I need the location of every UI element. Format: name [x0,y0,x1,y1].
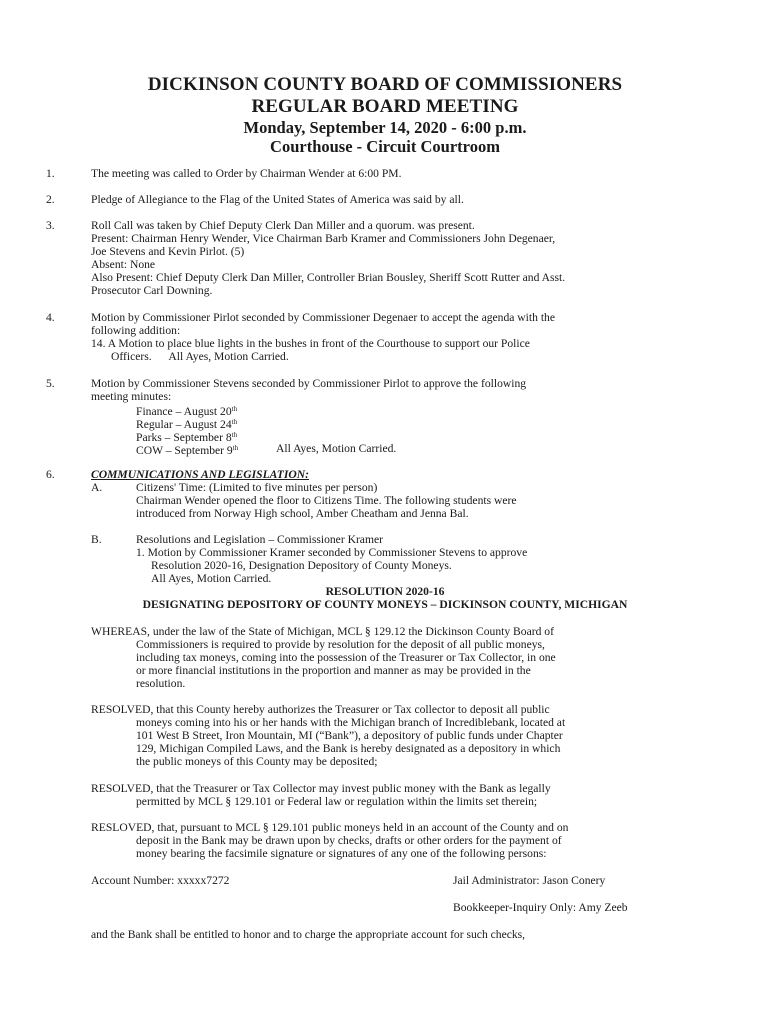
item-text: Motion by Commissioner Pirlot seconded by Commissioner Degenaer to accept the agenda with the [91,311,555,324]
resolution-text: money bearing the facsimile signature or signatures of any one of the following persons: [136,847,547,860]
item-text: Officers. All Ayes, Motion Carried. [111,350,289,363]
resolution-title: RESOLUTION 2020-16 [325,585,445,598]
item-number: 5. [46,377,55,390]
resolution-text: the public moneys of this County may be deposited; [136,755,378,768]
resolution-text: RESLOVED, that, pursuant to MCL § 129.101 public moneys held in an account of the County and on [91,821,569,834]
sub-letter: B. [91,533,102,546]
resolution-text: RESOLVED, that the Treasurer or Tax Collector may invest public money with the Bank as legally [91,782,551,795]
resolution-text: 129, Michigan Compiled Laws, and the Bank is hereby designated as a depository in which [136,742,561,755]
account-number: Account Number: xxxxx7272 [91,874,230,887]
item-text: Prosecutor Carl Downing. [91,284,213,297]
item-number: 6. [46,468,55,481]
item-text: 1. Motion by Commissioner Kramer seconded by Commissioner Stevens to approve [136,546,528,559]
item-text: Resolution 2020-16, Designation Depository of County Moneys. [151,559,452,572]
item-text: Pledge of Allegiance to the Flag of the United States of America was said by all. [91,193,464,206]
resolution-text: Commissioners is required to provide by resolution for the deposit of all public moneys, [136,638,545,651]
item-text: Also Present: Chief Deputy Clerk Dan Miller, Controller Brian Bousley, Sheriff Scott Rutter and Asst. [91,271,566,284]
minutes-cow: COW – September 9th [136,444,239,457]
item-text: Present: Chairman Henry Wender, Vice Chairman Barb Kramer and Commissioners John Degenaer, [91,232,556,245]
item-text: introduced from Norway High school, Amber Cheatham and Jenna Bal. [136,507,469,520]
item-text: Motion by Commissioner Stevens seconded by Commissioner Pirlot to approve the following [91,377,527,390]
item-text: 14. A Motion to place blue lights in the bushes in front of the Courthouse to support our Police [91,337,530,350]
resolution-text: and the Bank shall be entitled to honor and to charge the appropriate account for such checks, [91,928,526,941]
motion-result: All Ayes, Motion Carried. [276,442,397,455]
resolution-text: resolution. [136,677,186,690]
item-text: Absent: None [91,258,156,271]
item-text: Joe Stevens and Kevin Pirlot. (5) [91,245,245,258]
resolution-subtitle: DESIGNATING DEPOSITORY OF COUNTY MONEYS – DICKINSON COUNTY, MICHIGAN [142,598,628,611]
item-number: 4. [46,311,55,324]
item-text: Resolutions and Legislation – Commissioner Kramer [136,533,383,546]
sub-letter: A. [91,481,103,494]
item-number: 1. [46,167,55,180]
resolution-text: 101 West B Street, Iron Mountain, MI (“Bank”), a depository of public funds under Chapter [136,729,563,742]
item-number: 3. [46,219,55,232]
resolution-text: moneys coming into his or her hands with the Michigan branch of Incrediblebank, located at [136,716,566,729]
item-text: Roll Call was taken by Chief Deputy Clerk Dan Miller and a quorum. was present. [91,219,475,232]
minutes-finance: Finance – August 20th [136,405,238,418]
resolution-text: WHEREAS, under the law of the State of Michigan, MCL § 129.12 the Dickinson County Board of [91,625,554,638]
meeting-date: Monday, September 14, 2020 - 6:00 p.m. [243,118,527,137]
item-number: 2. [46,193,55,206]
board-title: DICKINSON COUNTY BOARD OF COMMISSIONERS [147,74,623,95]
section-heading: COMMUNICATIONS AND LEGISLATION: [91,468,309,481]
minutes-parks: Parks – September 8th [136,431,238,444]
item-text: Citizens' Time: (Limited to five minutes per person) [136,481,378,494]
item-text: following addition: [91,324,181,337]
item-text: meeting minutes: [91,390,172,403]
item-text: All Ayes, Motion Carried. [151,572,272,585]
meeting-title: REGULAR BOARD MEETING [251,96,519,117]
resolution-text: or more financial institutions in the proportion and manner as may be provided in the [136,664,531,677]
resolution-text: permitted by MCL § 129.101 or Federal law or regulation within the limits set therein; [136,795,538,808]
minutes-regular: Regular – August 24th [136,418,238,431]
signer-jail-admin: Jail Administrator: Jason Conery [453,874,606,887]
item-text: The meeting was called to Order by Chairman Wender at 6:00 PM. [91,167,402,180]
resolution-text: deposit in the Bank may be drawn upon by checks, drafts or other orders for the payment of [136,834,562,847]
resolution-text: RESOLVED, that this County hereby authorizes the Treasurer or Tax collector to deposit all public [91,703,550,716]
signer-bookkeeper: Bookkeeper-Inquiry Only: Amy Zeeb [453,901,628,914]
item-text: Chairman Wender opened the floor to Citizens Time. The following students were [136,494,517,507]
meeting-location: Courthouse - Circuit Courtroom [270,137,500,156]
resolution-text: including tax moneys, coming into the possession of the Treasurer or Tax Collector, in one [136,651,556,664]
